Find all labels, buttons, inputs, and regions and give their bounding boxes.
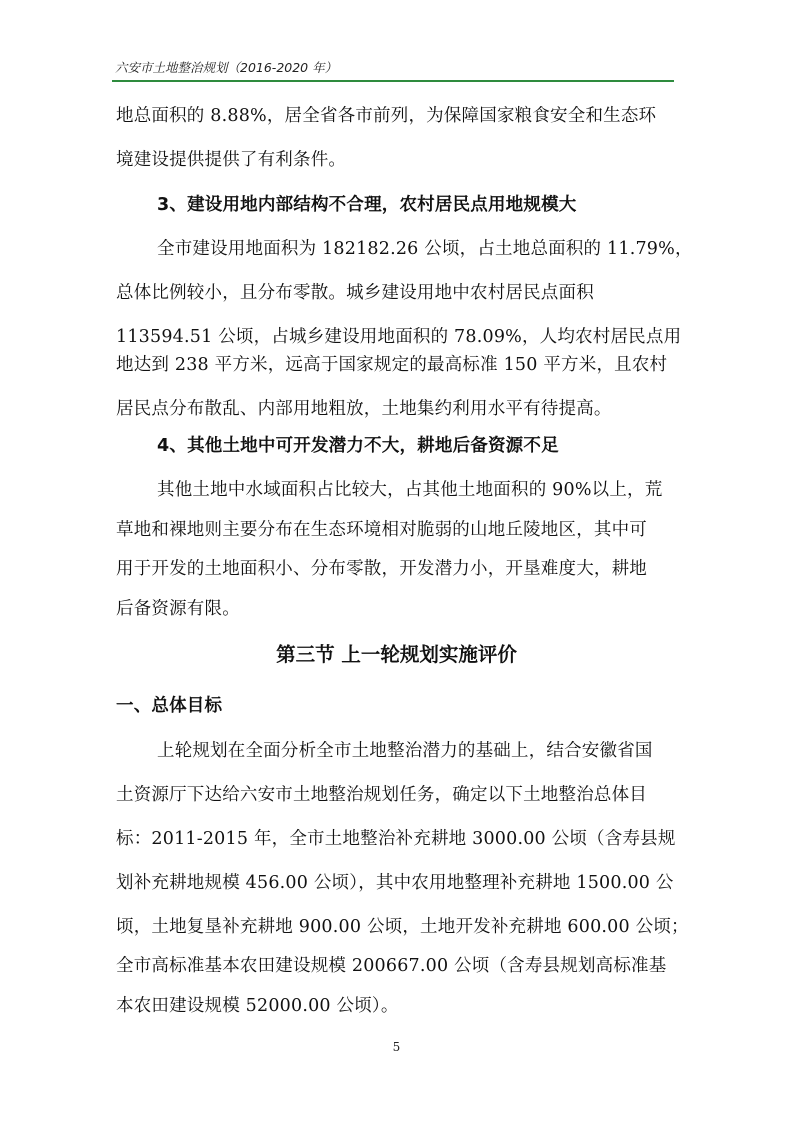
paragraph-line: 本农田建设规模 52000.00 公顷）。 [116, 996, 399, 1016]
header-divider [112, 80, 674, 82]
paragraph-line: 境建设提供提供了有利条件。 [116, 150, 347, 170]
paragraph-line: 后备资源有限。 [116, 599, 240, 619]
paragraph-line: 居民点分布散乱、内部用地粗放，土地集约利用水平有待提高。 [116, 399, 612, 419]
page-number: 5 [392, 1040, 401, 1054]
paragraph-line: 全市建设用地面积为 182182.26 公顷，占土地总面积的 11.79%， [157, 239, 693, 259]
paragraph-line: 全市高标准基本农田建设规模 200667.00 公顷（含寿县规划高标准基 [116, 956, 667, 976]
subsection-title: 一、总体目标 [116, 696, 223, 716]
paragraph-line: 地总面积的 8.88%，居全省各市前列，为保障国家粮食安全和生态环 [116, 106, 657, 126]
paragraph-line: 草地和裸地则主要分布在生态环境相对脆弱的山地丘陵地区，其中可 [116, 520, 647, 540]
paragraph-line: 上轮规划在全面分析全市土地整治潜力的基础上，结合安徽省国 [157, 741, 653, 761]
section-title: 第三节 上一轮规划实施评价 [276, 643, 517, 666]
paragraph-line: 113594.51 公顷，占城乡建设用地面积的 78.09%，人均农村居民点用 [116, 327, 682, 347]
header-title: 六安市土地整治规划（2016-2020 年） [115, 60, 338, 75]
paragraph-line: 总体比例较小，且分布零散。城乡建设用地中农村居民点面积 [116, 283, 594, 303]
paragraph-line: 标：2011-2015 年，全市土地整治补充耕地 3000.00 公顷（含寿县规 [116, 829, 676, 849]
paragraph-line: 其他土地中水域面积占比较大，占其他土地面积的 90%以上，荒 [157, 480, 663, 500]
subheading: 3、建设用地内部结构不合理，农村居民点用地规模大 [157, 195, 577, 215]
paragraph-line: 划补充耕地规模 456.00 公顷），其中农用地整理补充耕地 1500.00 公 [116, 873, 674, 893]
subheading: 4、其他土地中可开发潜力不大，耕地后备资源不足 [157, 436, 559, 456]
paragraph-line: 地达到 238 平方米，远高于国家规定的最高标准 150 平方米，且农村 [116, 355, 668, 375]
paragraph-line: 顷，土地复垦补充耕地 900.00 公顷，土地开发补充耕地 600.00 公顷； [116, 917, 689, 937]
paragraph-line: 用于开发的土地面积小、分布零散，开发潜力小，开垦难度大，耕地 [116, 559, 647, 579]
paragraph-line: 土资源厅下达给六安市土地整治规划任务，确定以下土地整治总体目 [116, 785, 647, 805]
